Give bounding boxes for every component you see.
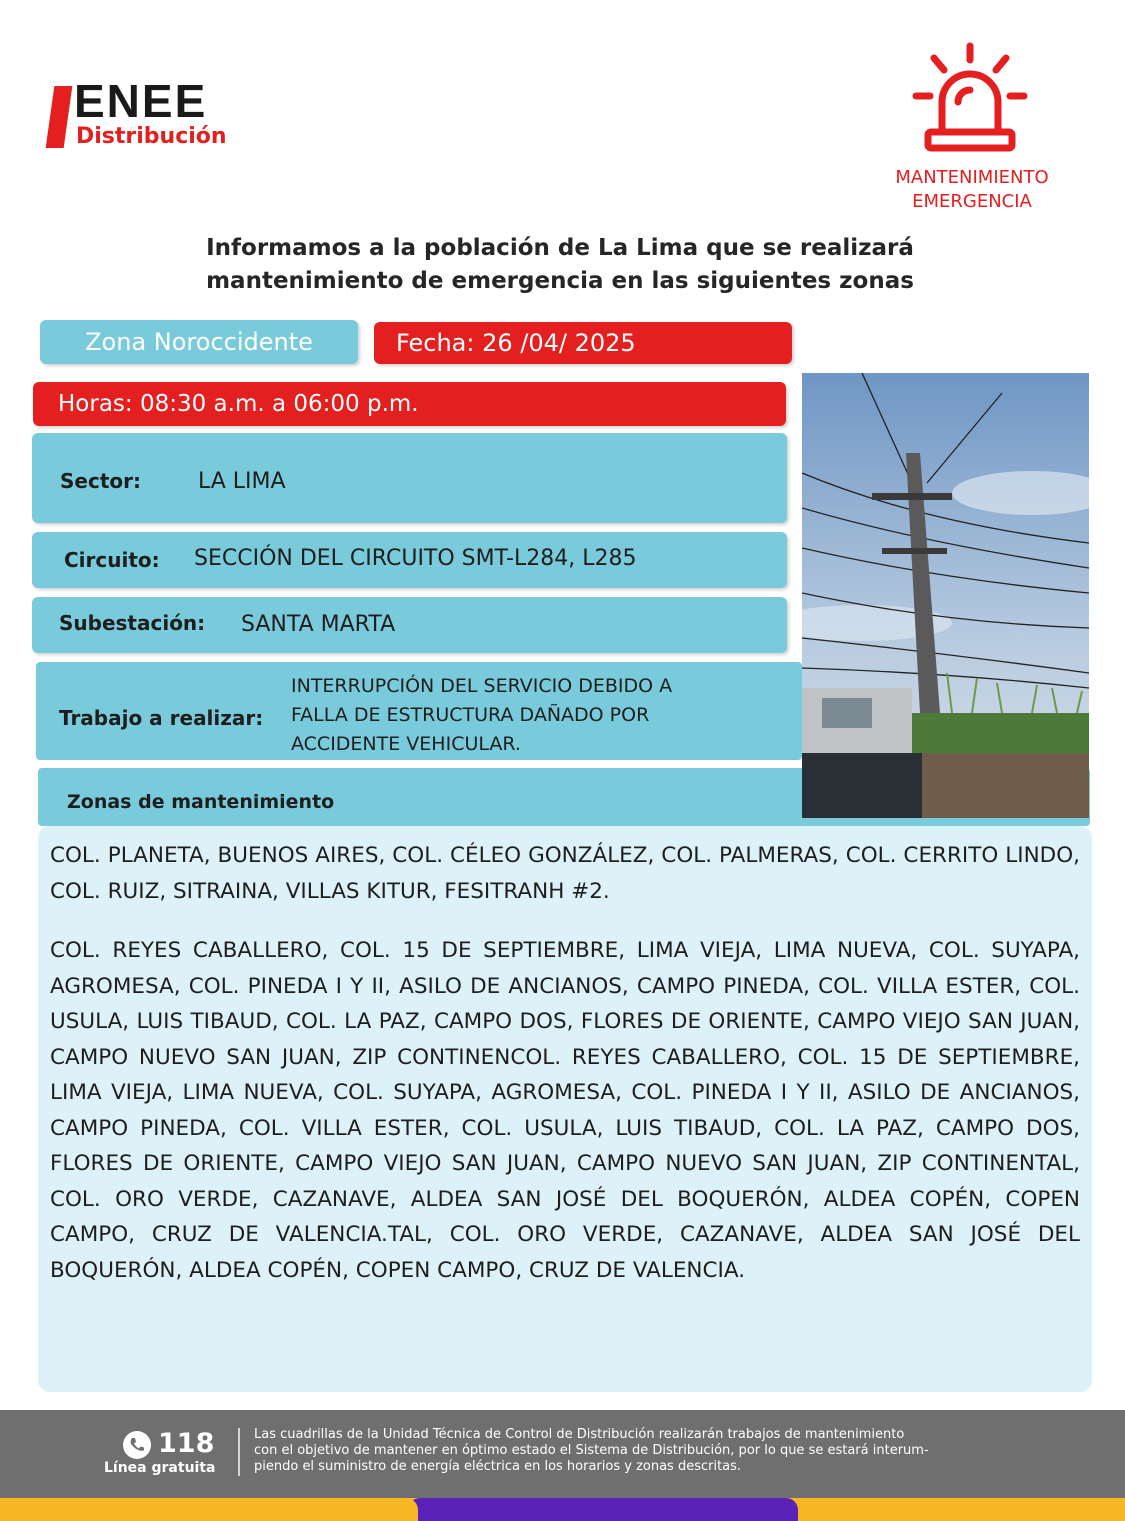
footer-divider xyxy=(238,1428,240,1476)
footer-line-2: con el objetivo de mantener en óptimo estado el Sistema de Distribución, por lo que se estará interum- xyxy=(254,1443,929,1458)
intro-heading xyxy=(60,232,1060,298)
trabajo-line-1: INTERRUPCIÓN DEL SERVICIO DEBIDO A xyxy=(291,675,673,697)
phone-icon xyxy=(122,1430,152,1460)
logo-mark xyxy=(46,86,73,148)
trabajo-row xyxy=(36,662,802,760)
intro-line-1: Informamos a la población de La Lima que se realizará xyxy=(206,235,914,261)
circuito-value: SECCIÓN DEL CIRCUITO SMT-L284, L285 xyxy=(194,546,637,571)
alert-line-2: EMERGENCIA xyxy=(912,191,1032,212)
zonas-list xyxy=(38,826,1092,1392)
subestacion-row xyxy=(32,597,787,653)
footer-line-3: piendo el suministro de energía eléctrica en los horarios y zonas descritas. xyxy=(254,1459,742,1474)
trabajo-line-3: ACCIDENTE VEHICULAR. xyxy=(291,733,521,755)
phone-number: 118 xyxy=(158,1428,215,1459)
circuito-label: Circuito: xyxy=(64,548,160,572)
trabajo-label: Trabajo a realizar: xyxy=(59,706,264,730)
damaged-pole-illustration xyxy=(802,373,1089,818)
sector-row xyxy=(32,433,787,523)
subestacion-value: SANTA MARTA xyxy=(241,612,396,637)
zonas-paragraph-1: COL. PLANETA, BUENOS AIRES, COL. CÉLEO GONZÁLEZ, COL. PALMERAS, COL. CERRITO LINDO, COL. RUIZ, SITRAINA, VILLAS KITUR, FESITRANH #2. xyxy=(50,843,1080,904)
alarm-light-icon xyxy=(908,40,1032,156)
trabajo-line-2: FALLA DE ESTRUCTURA DAÑADO POR xyxy=(291,704,650,726)
zonas-paragraph-2: COL. REYES CABALLERO, COL. 15 DE SEPTIEMBRE, LIMA VIEJA, LIMA NUEVA, COL. SUYAPA, AGROMESA, COL. PINEDA I Y II, ASILO DE ANCIANOS, CAMPO PINEDA, COL. VILLA ESTER, COL. USULA, LUIS TIBAUD, COL. LA PAZ, CAMPO DOS, FLORES DE ORIENTE, CAMPO VIEJO SAN JUAN, CAMPO NUEVO SAN JUAN, ZIP CONTINENCOL. REYES CABALLERO, COL. 15 DE SEPTIEMBRE, LIMA VIEJA, LIMA NUEVA, COL. SUYAPA, AGROMESA, COL. PINEDA I Y II, ASILO DE ANCIANOS, CAMPO PINEDA, COL. VILLA ESTER, COL. USULA, LUIS TIBAUD, COL. LA PAZ, CAMPO DOS, FLORES DE ORIENTE, CAMPO VIEJO SAN JUAN, CAMPO NUEVO SAN JUAN, ZIP CONTINENTAL, COL. ORO VERDE, CAZANAVE, ALDEA SAN JOSÉ DEL BOQUERÓN, ALDEA COPÉN, COPEN CAMPO, CRUZ DE VALENCIA.TAL, COL. ORO VERDE, CAZANAVE, ALDEA SAN JOSÉ DEL BOQUERÓN, ALDEA COPÉN, COPEN CAMPO, CRUZ DE VALENCIA. xyxy=(50,938,1080,1283)
alert-label xyxy=(862,166,1082,214)
logo-distribucion: Distribución xyxy=(76,124,227,149)
alert-line-1: MANTENIMIENTO xyxy=(895,167,1049,188)
subestacion-label: Subestación: xyxy=(59,611,206,635)
horas-badge: Horas: 08:30 a.m. a 06:00 p.m. xyxy=(33,382,786,426)
logo-enee: ENEE xyxy=(74,75,208,127)
damaged-pole-photo xyxy=(802,373,1089,818)
sector-value: LA LIMA xyxy=(198,469,286,494)
bottom-bar-purple xyxy=(408,1498,798,1521)
zonas-label: Zonas de mantenimiento xyxy=(67,791,335,813)
bottom-bar-left xyxy=(0,1498,418,1521)
zona-badge: Zona Noroccidente xyxy=(40,320,358,364)
footer-text xyxy=(254,1427,1054,1475)
trabajo-value xyxy=(291,672,672,759)
phone-label: Línea gratuita xyxy=(104,1460,216,1476)
circuito-row xyxy=(32,532,787,588)
footer-line-1: Las cuadrillas de la Unidad Técnica de Control de Distribución realizarán trabajos de mantenimiento xyxy=(254,1427,905,1442)
intro-line-2: mantenimiento de emergencia en las siguientes zonas xyxy=(206,268,914,294)
fecha-badge: Fecha: 26 /04/ 2025 xyxy=(374,322,792,364)
sector-label: Sector: xyxy=(60,469,141,493)
